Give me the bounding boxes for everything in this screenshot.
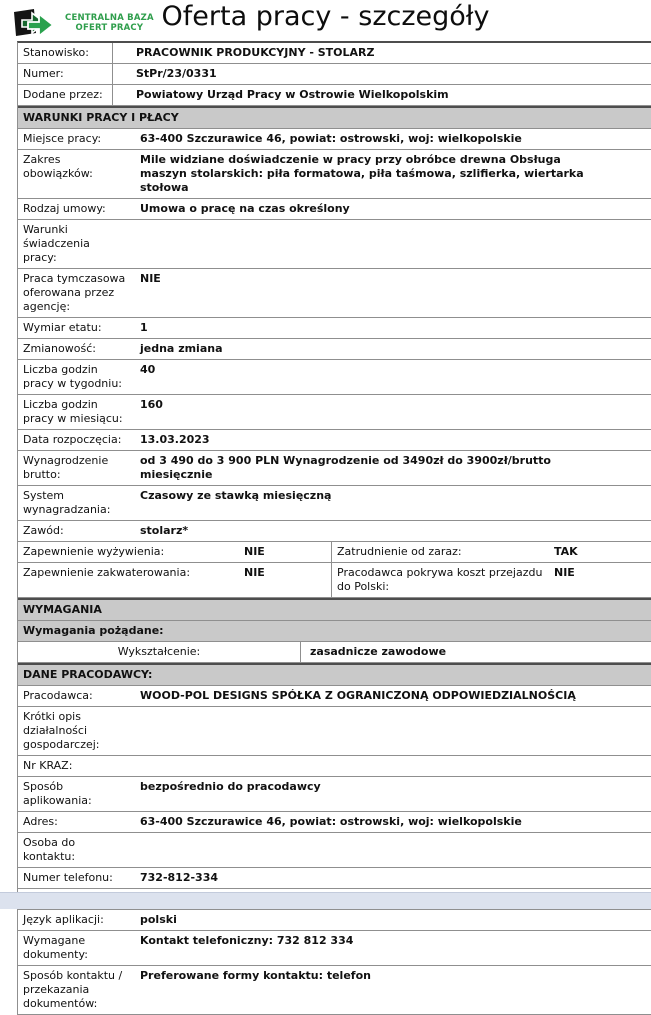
field-value [131,707,651,755]
field-value: NIE [244,545,265,558]
field-value: polski [140,913,177,926]
field-row [18,85,651,106]
field-label: Miejsce pracy: [23,132,102,145]
field-value: od 3 490 do 3 900 PLN Wynagrodzenie od 3490zł do 3900zł/brutto miesięcznie [140,454,551,481]
footer-bar [0,892,651,909]
section-header: WARUNKI PRACY I PŁACY [18,106,651,129]
field-row [18,318,651,339]
offer-details-table [17,41,651,1015]
field-label: Nr KRAZ: [23,759,73,772]
field-row [18,64,651,85]
field-value: TAK [554,545,578,558]
field-label: Wynagrodzenie brutto: [23,454,109,481]
field-value: 732-812-334 [140,871,219,884]
field-value: bezpośrednio do pracodawcy [140,780,321,793]
field-value: 13.03.2023 [140,433,210,446]
field-value [131,220,651,268]
field-label: Wymagane dokumenty: [23,934,88,961]
field-label: Zawód: [23,524,64,537]
field-label: System wynagradzania: [23,489,111,516]
field-row [18,451,651,486]
field-label: Język aplikacji: [23,913,104,926]
field-label: Sposób kontaktu / przekazania dokumentów: [23,969,123,1010]
page-title: Oferta pracy - szczegóły [161,1,490,32]
field-row [18,150,651,199]
field-label: Zatrudnienie od zaraz: [331,542,554,562]
field-value: Preferowane formy kontaktu: telefon [140,969,371,982]
field-value: jedna zmiana [140,342,223,355]
subsection-header: Wymagania pożądane: [18,621,651,642]
field-label: Liczba godzin pracy w miesiącu: [23,398,123,425]
field-row [18,707,651,756]
field-label: Zapewnienie zakwaterowania: [23,566,191,579]
field-row [18,642,651,663]
field-row [18,931,651,966]
field-row [18,686,651,707]
field-value: NIE [244,566,265,579]
field-value: NIE [554,566,575,579]
field-label: Warunki świadczenia pracy: [23,223,90,264]
field-label: Zmianowość: [23,342,96,355]
field-value: 40 [140,363,156,376]
field-value: 160 [140,398,163,411]
field-row [18,777,651,812]
cbop-logo-line2: OFERT PRACY [75,23,144,33]
field-row [18,910,651,931]
field-label: Liczba godzin pracy w tygodniu: [23,363,123,390]
field-label: Dodane przez: [18,85,113,105]
field-value: stolarz* [140,524,189,537]
field-label: Zapewnienie wyżywienia: [23,545,165,558]
field-label: Praca tymczasowa oferowana przez agencję: [23,272,126,313]
field-row [18,43,651,64]
field-value: PRACOWNIK PRODUKCYJNY - STOLARZ [136,46,375,59]
field-label: Numer telefonu: [23,871,113,884]
field-label: Numer: [18,64,113,84]
field-row [18,756,651,777]
field-label: Krótki opis działalności gospodarczej: [23,710,100,751]
field-row [18,966,651,1015]
field-value: Czasowy ze stawką miesięczną [140,489,332,502]
field-label: Wykształcenie: [18,642,301,662]
field-row [18,833,651,868]
field-row [18,812,651,833]
field-row [18,868,651,889]
field-value [131,756,651,776]
field-value: Kontakt telefoniczny: 732 812 334 [140,934,354,947]
field-value: zasadnicze zawodowe [310,645,447,658]
field-label: Stanowisko: [18,43,113,63]
field-row [18,339,651,360]
field-label: Pracodawca pokrywa koszt przejazdu do Polski: [331,563,554,597]
field-label: Pracodawca: [23,689,93,702]
section-header: WYMAGANIA [18,598,651,621]
field-label: Data rozpoczęcia: [23,433,122,446]
field-row [18,430,651,451]
field-row [18,542,651,563]
field-value: WOOD-POL DESIGNS SPÓŁKA Z OGRANICZONĄ ODPOWIEDZIALNOŚCIĄ [140,689,576,702]
field-value: 63-400 Szczurawice 46, powiat: ostrowski, woj: wielkopolskie [140,132,522,145]
field-value: 1 [140,321,148,334]
field-label: Rodzaj umowy: [23,202,106,215]
field-label: Sposób aplikowania: [23,780,92,807]
field-row [18,220,651,269]
field-label: Osoba do kontaktu: [23,836,76,863]
field-row [18,486,651,521]
page-header [0,0,651,41]
section-header: DANE PRACODAWCY: [18,663,651,686]
field-row [18,199,651,220]
field-row [18,269,651,318]
cbop-logo-line1: CENTRALNA BAZA [65,13,154,23]
field-value [131,833,651,867]
field-value: 63-400 Szczurawice 46, powiat: ostrowski, woj: wielkopolskie [140,815,522,828]
field-label: Adres: [23,815,58,828]
field-value: Powiatowy Urząd Pracy w Ostrowie Wielkopolskim [136,88,449,101]
field-row [18,129,651,150]
field-value: Umowa o pracę na czas określony [140,202,350,215]
field-row [18,360,651,395]
field-label: Wymiar etatu: [23,321,102,334]
field-value: Mile widziane doświadczenie w pracy przy obróbce drewna Obsługa maszyn stolarskich: piła formatowa, piła taśmowa, szlifierka, wiertarka stołowa [140,153,584,194]
field-row [18,395,651,430]
field-label: Zakres obowiązków: [23,153,93,180]
field-value: StPr/23/0331 [136,67,217,80]
field-value: NIE [140,272,161,285]
field-row [18,521,651,542]
field-row [18,563,651,598]
